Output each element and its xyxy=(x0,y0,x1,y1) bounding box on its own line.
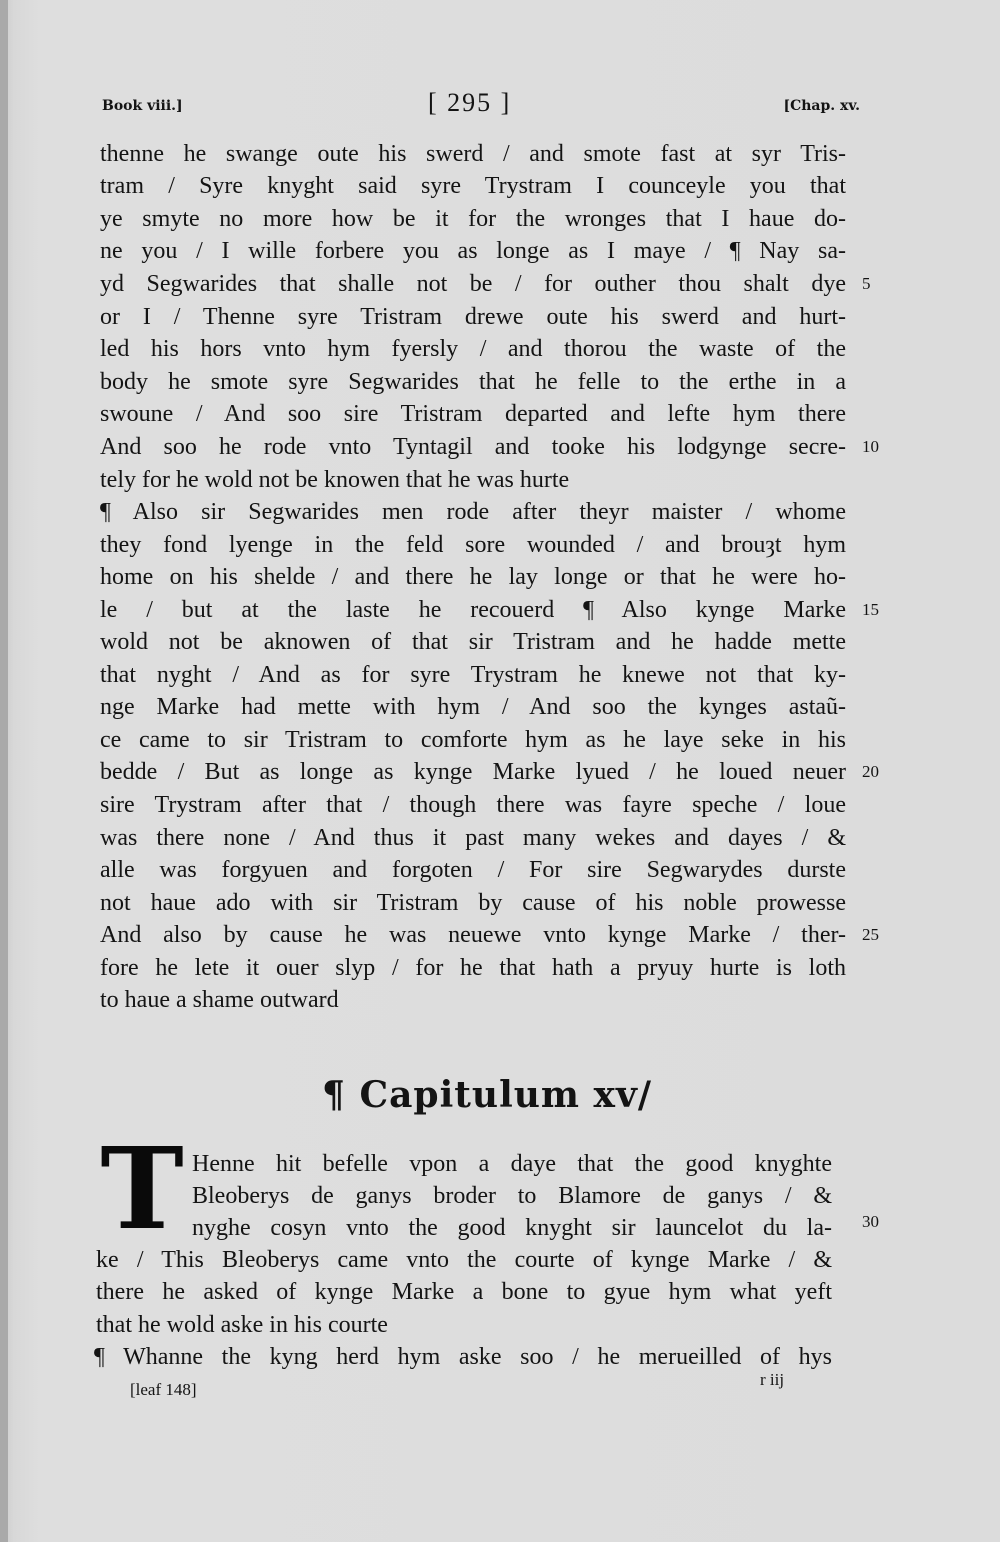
text-line: body he smote syre Segwarides that he felle to the erthe in a xyxy=(100,369,846,395)
text-line: swoune / And soo sire Tristram departed and lefte hym there xyxy=(100,401,846,427)
page-number: [ 295 ] xyxy=(428,88,512,117)
text-line: to haue a shame outward xyxy=(100,987,339,1013)
text-line: alle was forgyuen and forgoten / For sire Segwarydes durste xyxy=(100,857,846,883)
text-line: And soo he rode vnto Tyntagil and tooke his lodgynge secre- xyxy=(100,434,846,460)
text-line: home on his shelde / and there he lay longe or that he were ho- xyxy=(100,564,846,590)
text-line: that he wold aske in his courte xyxy=(96,1312,388,1338)
text-line: yd Segwarides that shalle not be / for outher thou shalt dye xyxy=(100,271,846,297)
text-line: Henne hit befelle vpon a daye that the good knyghte xyxy=(192,1151,832,1177)
text-line: bedde / But as longe as kynge Marke lyued / he loued neuer xyxy=(100,759,846,785)
text-line: Bleoberys de ganys broder to Blamore de ganys / & xyxy=(192,1183,832,1209)
drop-cap: T xyxy=(100,1124,184,1255)
chapter-heading: ¶ Capitulum xv/ xyxy=(322,1074,653,1116)
text-line: led his hors vnto hym fyersly / and thorou the waste of the xyxy=(100,336,846,362)
text-line: wold not be aknowen of that sir Tristram and he hadde mette xyxy=(100,629,846,655)
text-line: ne you / I wille forbere you as longe as I maye / ¶ Nay sa- xyxy=(100,238,846,264)
text-line: ¶ Whanne the kyng herd hym aske soo / he merueilled of hys xyxy=(94,1344,832,1370)
text-line: fore he lete it ouer slyp / for he that hath a pryuy hurte is loth xyxy=(100,955,846,981)
line-number: 15 xyxy=(862,600,879,619)
text-line: thenne he swange oute his swerd / and smote fast at syr Tris- xyxy=(100,141,846,167)
page-edge xyxy=(0,0,8,1542)
line-number: 5 xyxy=(862,274,871,293)
text-line: ye smyte no more how be it for the wronges that I haue do- xyxy=(100,206,846,232)
text-line: ¶ Also sir Segwarides men rode after theyr maister / whome xyxy=(100,499,846,525)
text-line: nge Marke had mette with hym / And soo the kynges astaũ- xyxy=(100,694,846,720)
text-line: they fond lyenge in the feld sore wounded / and brouȝt hym xyxy=(100,532,846,558)
text-line: le / but at the laste he recouerd ¶ Also kynge Marke xyxy=(100,597,846,623)
line-number: 30 xyxy=(862,1212,879,1231)
text-line: was there none / And thus it past many wekes and dayes / & xyxy=(100,825,846,851)
signature-mark: r iij xyxy=(760,1370,785,1389)
running-head-book: Book viii.] xyxy=(102,98,183,114)
text-line: ce came to sir Tristram to comforte hym as he laye seke in his xyxy=(100,727,846,753)
text-line: tely for he wold not be knowen that he was hurte xyxy=(100,467,570,493)
text-line: ke / This Bleoberys came vnto the courte of kynge Marke / & xyxy=(96,1247,832,1273)
line-number: 20 xyxy=(862,762,879,781)
running-head-chapter: [Chap. xv. xyxy=(783,98,860,114)
text-line: tram / Syre knyght said syre Trystram I counceyle you that xyxy=(100,173,846,199)
text-line: that nyght / And as for syre Trystram he knewe not that ky- xyxy=(100,662,846,688)
text-line: or I / Thenne syre Tristram drewe oute his swerd and hurt- xyxy=(100,304,846,330)
text-line: sire Trystram after that / though there was fayre speche / loue xyxy=(100,792,846,818)
text-line: there he asked of kynge Marke a bone to gyue hym what yeft xyxy=(96,1279,832,1305)
line-number: 25 xyxy=(862,925,879,944)
text-line: And also by cause he was neuewe vnto kynge Marke / ther- xyxy=(100,922,846,948)
text-line: not haue ado with sir Tristram by cause of his noble prowesse xyxy=(100,890,846,916)
text-line: nyghe cosyn vnto the good knyght sir launcelot du la- xyxy=(192,1215,832,1241)
line-number: 10 xyxy=(862,437,879,456)
leaf-reference: [leaf 148] xyxy=(130,1380,197,1399)
